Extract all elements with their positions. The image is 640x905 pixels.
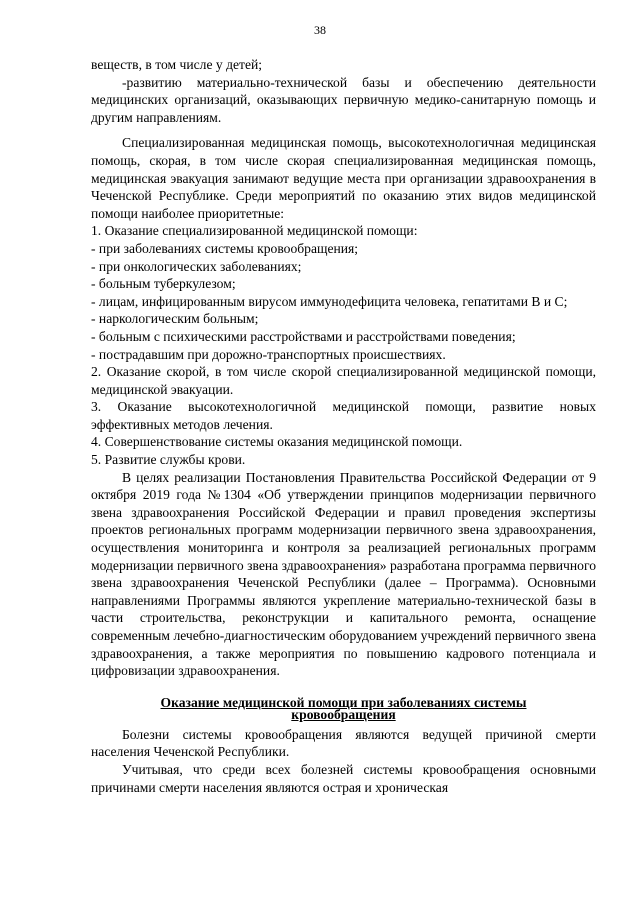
paragraph-cardio-intro: Болезни системы кровообращения являются ведущей причиной смерти населения Чеченской Республики. <box>91 726 596 760</box>
paragraph-development-item: -развитию материально-технической базы и обеспечению деятельности медицинских организаций, оказывающих первичную медико-санитарную помощь и другим направлениям. <box>91 74 596 125</box>
list-item: - пострадавшим при дорожно-транспортных происшествиях. <box>91 346 446 362</box>
paragraph-program: В целях реализации Постановления Правительства Российской Федерации от 9 октября 2019 года №1304 «Об утверждении принципов модернизации первичного звена здравоохранения Российской Федерации и правил проведения экспертизы проектов региональных программ модернизации первичного звена здравоохранения, осуществления мониторинга и контроля за реализацией региональных программ модернизации первичного звена здравоохранения» разработана программа первичного звена здравоохранения Чеченской Республики (далее – Программа). Основными направлениями Программы являются укрепление материально-технической базы в части строительства, реконструкции и капитального ремонта, оснащение современным лечебно-диагностическим оборудованием учреждений первичного звена здравоохранения, а также мероприятия по повышению кадрового потенциала и цифровизации здравоохранения. <box>91 469 596 679</box>
list-item: - при онкологических заболеваниях; <box>91 258 302 274</box>
paragraph-cardio-causes: Учитывая, что среди всех болезней системы кровообращения основными причинами смерти населения являются острая и хроническая <box>91 761 596 795</box>
list-item: 1. Оказание специализированной медицинской помощи: <box>91 223 418 239</box>
priority-list <box>91 222 596 468</box>
list-item: - лицам, инфицированным вирусом иммунодефицита человека, гепатитами В и С; <box>91 293 568 309</box>
list-item: 5. Развитие службы крови. <box>91 452 246 468</box>
section-heading-line1: Оказание медицинской помощи при заболеваниях системы <box>160 694 527 710</box>
section-heading-line2: кровообращения <box>291 707 396 723</box>
list-item: - больным с психическими расстройствами и расстройствами поведения; <box>91 328 516 344</box>
list-item: - при заболеваниях системы кровообращения; <box>91 240 359 256</box>
list-item: 2. Оказание скорой, в том числе скорой специализированной медицинской помощи, медицинской эвакуации. <box>91 364 596 397</box>
paragraph-intro: Специализированная медицинская помощь, высокотехнологичная медицинская помощь, скорая, в том числе скорая специализированная медицинская помощь, медицинская эвакуация занимают ведущие места при организации здравоохранения в Чеченской Республике. Среди мероприятий по оказанию этих видов медицинской помощи наиболее приоритетные: <box>91 135 596 221</box>
paragraph-continuation: веществ, в том числе у детей; <box>91 57 263 72</box>
list-item: 3. Оказание высокотехнологичной медицинской помощи, развитие новых эффективных методов лечения. <box>91 399 596 432</box>
section-heading <box>91 694 596 723</box>
page-body <box>91 56 596 796</box>
list-item: - наркологическим больным; <box>91 311 259 327</box>
page-number: 38 <box>314 23 326 37</box>
list-item: - больным туберкулезом; <box>91 276 236 292</box>
list-item: 4. Совершенствование системы оказания медицинской помощи. <box>91 434 463 450</box>
